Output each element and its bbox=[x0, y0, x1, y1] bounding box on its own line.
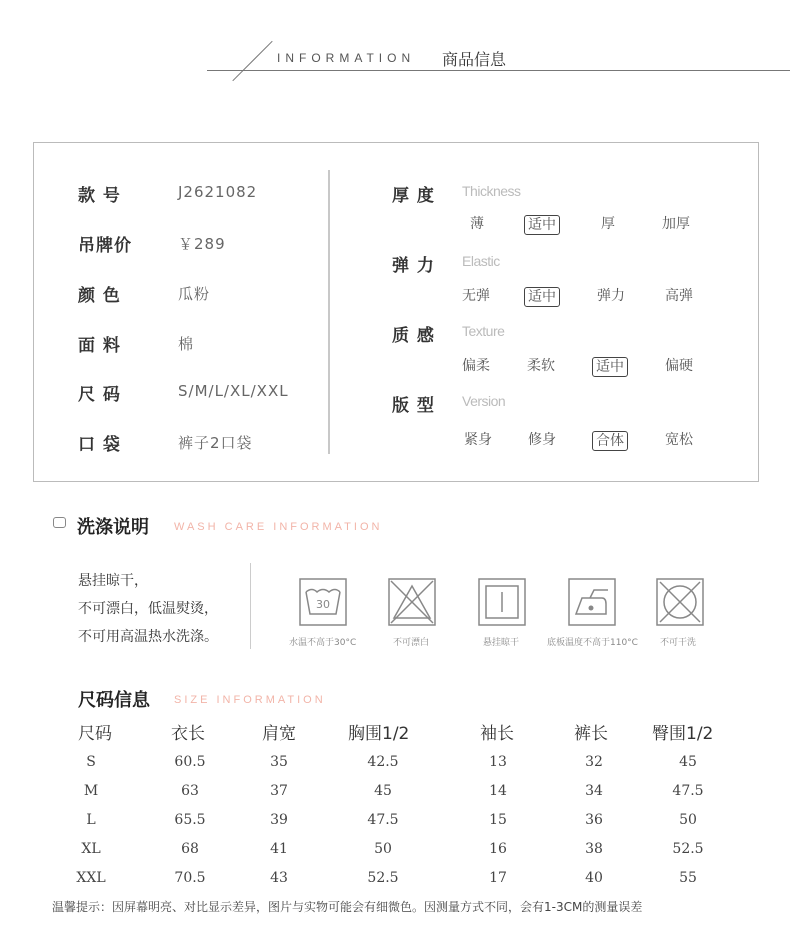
size-cell: 37 bbox=[270, 783, 288, 799]
size-cell: 52.5 bbox=[367, 870, 399, 886]
version-option: 修身 bbox=[528, 432, 556, 448]
attr-label-elastic: 弹 力 bbox=[392, 256, 435, 276]
size-cell: 65.5 bbox=[174, 812, 206, 828]
wash-instruction-line: 悬挂晾干， bbox=[78, 573, 148, 589]
field-label-style-no: 款 号 bbox=[78, 186, 121, 206]
field-label-material: 面 料 bbox=[78, 336, 121, 356]
field-label-color: 颜 色 bbox=[78, 286, 121, 306]
size-cell: 45 bbox=[679, 754, 697, 770]
field-label-tag-price: 吊牌价 bbox=[78, 236, 132, 256]
size-cell: 40 bbox=[585, 870, 603, 886]
size-cell: 50 bbox=[679, 812, 697, 828]
attr-label-thickness: 厚 度 bbox=[392, 186, 435, 206]
size-row-label: M bbox=[83, 783, 99, 799]
attr-en-thickness: Thickness bbox=[462, 183, 521, 199]
no-dry-clean-icon bbox=[656, 578, 704, 626]
size-col-header: 肩宽 bbox=[262, 724, 296, 744]
attr-label-texture: 质 感 bbox=[392, 326, 435, 346]
size-cell: 15 bbox=[489, 812, 507, 828]
size-cell: 36 bbox=[585, 812, 603, 828]
care-caption: 不可干洗 bbox=[660, 638, 697, 648]
texture-option-selected: 适中 bbox=[592, 357, 628, 377]
texture-option: 偏硬 bbox=[665, 358, 693, 374]
size-col-header: 臀围1/2 bbox=[652, 724, 714, 744]
size-cell: 13 bbox=[489, 754, 507, 770]
field-label-size: 尺 码 bbox=[78, 385, 121, 405]
line-dry-icon bbox=[478, 578, 526, 626]
version-option: 紧身 bbox=[464, 432, 492, 448]
thickness-option: 薄 bbox=[470, 216, 484, 232]
checkbox-icon bbox=[53, 517, 66, 528]
size-cell: 34 bbox=[585, 783, 603, 799]
attr-en-elastic: Elastic bbox=[462, 253, 500, 269]
wash-section-english: WASH CARE INFORMATION bbox=[174, 521, 383, 533]
size-cell: 45 bbox=[374, 783, 392, 799]
size-col-header: 胸围1/2 bbox=[348, 724, 410, 744]
wash-instruction-line: 不可用高温热水洗涤。 bbox=[78, 629, 218, 645]
size-cell: 55 bbox=[679, 870, 697, 886]
header-slash bbox=[232, 41, 272, 81]
size-cell: 63 bbox=[181, 783, 199, 799]
wash-section-title: 洗涤说明 bbox=[77, 517, 149, 538]
svg-text:30: 30 bbox=[316, 598, 330, 611]
size-cell: 60.5 bbox=[174, 754, 206, 770]
texture-option: 柔软 bbox=[527, 358, 555, 374]
wash-divider bbox=[250, 563, 251, 649]
elastic-option: 高弹 bbox=[665, 288, 693, 304]
texture-option: 偏柔 bbox=[462, 358, 490, 374]
size-row-label: L bbox=[86, 812, 96, 828]
size-col-header: 裤长 bbox=[574, 724, 608, 744]
size-cell: 17 bbox=[489, 870, 507, 886]
field-value-pocket: 裤子2口袋 bbox=[178, 434, 253, 452]
thickness-option: 厚 bbox=[601, 216, 615, 232]
elastic-option: 无弹 bbox=[462, 288, 490, 304]
attr-en-version: Version bbox=[462, 393, 506, 409]
no-bleach-icon bbox=[388, 578, 436, 626]
header-chinese-title: 商品信息 bbox=[442, 50, 507, 69]
size-cell: 52.5 bbox=[672, 841, 704, 857]
size-cell: 32 bbox=[585, 754, 603, 770]
field-value-color: 瓜粉 bbox=[178, 285, 211, 303]
field-value-material: 棉 bbox=[178, 335, 195, 353]
size-cell: 14 bbox=[489, 783, 507, 799]
care-caption: 水温不高于30°C bbox=[289, 638, 357, 648]
size-col-header: 衣长 bbox=[171, 724, 205, 744]
size-cell: 47.5 bbox=[672, 783, 704, 799]
field-value-style-no: J2621082 bbox=[178, 183, 258, 201]
wash-instruction-line: 不可漂白，低温熨烫， bbox=[78, 601, 218, 617]
header-english-title: INFORMATION bbox=[277, 51, 416, 65]
thickness-option-selected: 适中 bbox=[524, 215, 560, 235]
care-caption: 悬挂晾干 bbox=[483, 638, 520, 648]
field-label-pocket: 口 袋 bbox=[78, 435, 121, 455]
size-cell: 42.5 bbox=[367, 754, 399, 770]
size-cell: 68 bbox=[181, 841, 199, 857]
field-value-size: S/M/L/XL/XXL bbox=[178, 382, 289, 400]
size-cell: 43 bbox=[270, 870, 288, 886]
version-option: 宽松 bbox=[665, 432, 693, 448]
size-row-label: S bbox=[86, 754, 96, 770]
iron-low-icon bbox=[568, 578, 616, 626]
elastic-option-selected: 适中 bbox=[524, 287, 560, 307]
product-info-divider bbox=[328, 170, 330, 454]
size-cell: 38 bbox=[585, 841, 603, 857]
field-value-tag-price: ￥289 bbox=[178, 235, 226, 253]
wash-30-icon bbox=[299, 578, 347, 626]
attr-label-version: 版 型 bbox=[392, 396, 435, 416]
size-cell: 35 bbox=[270, 754, 288, 770]
elastic-option: 弹力 bbox=[597, 288, 625, 304]
size-cell: 50 bbox=[374, 841, 392, 857]
size-col-header: 尺码 bbox=[78, 724, 112, 744]
version-option-selected: 合体 bbox=[592, 431, 628, 451]
header-rule bbox=[207, 70, 790, 71]
size-row-label: XXL bbox=[76, 870, 106, 886]
size-cell: 70.5 bbox=[174, 870, 206, 886]
size-cell: 16 bbox=[489, 841, 507, 857]
size-cell: 47.5 bbox=[367, 812, 399, 828]
size-section-title: 尺码信息 bbox=[78, 690, 150, 711]
size-col-header: 袖长 bbox=[480, 724, 514, 744]
care-caption: 底板温度不高于110°C bbox=[547, 638, 638, 648]
attr-en-texture: Texture bbox=[462, 323, 505, 339]
care-caption: 不可漂白 bbox=[393, 638, 430, 648]
size-cell: 41 bbox=[270, 841, 288, 857]
thickness-option: 加厚 bbox=[662, 216, 690, 232]
size-section-english: SIZE INFORMATION bbox=[174, 694, 326, 706]
size-row-label: XL bbox=[81, 841, 101, 857]
size-cell: 39 bbox=[270, 812, 288, 828]
disclaimer-note: 温馨提示：因屏幕明亮、对比显示差异，图片与实物可能会有细微色。因测量方式不同，会有1-3CM的测量误差 bbox=[52, 900, 643, 914]
